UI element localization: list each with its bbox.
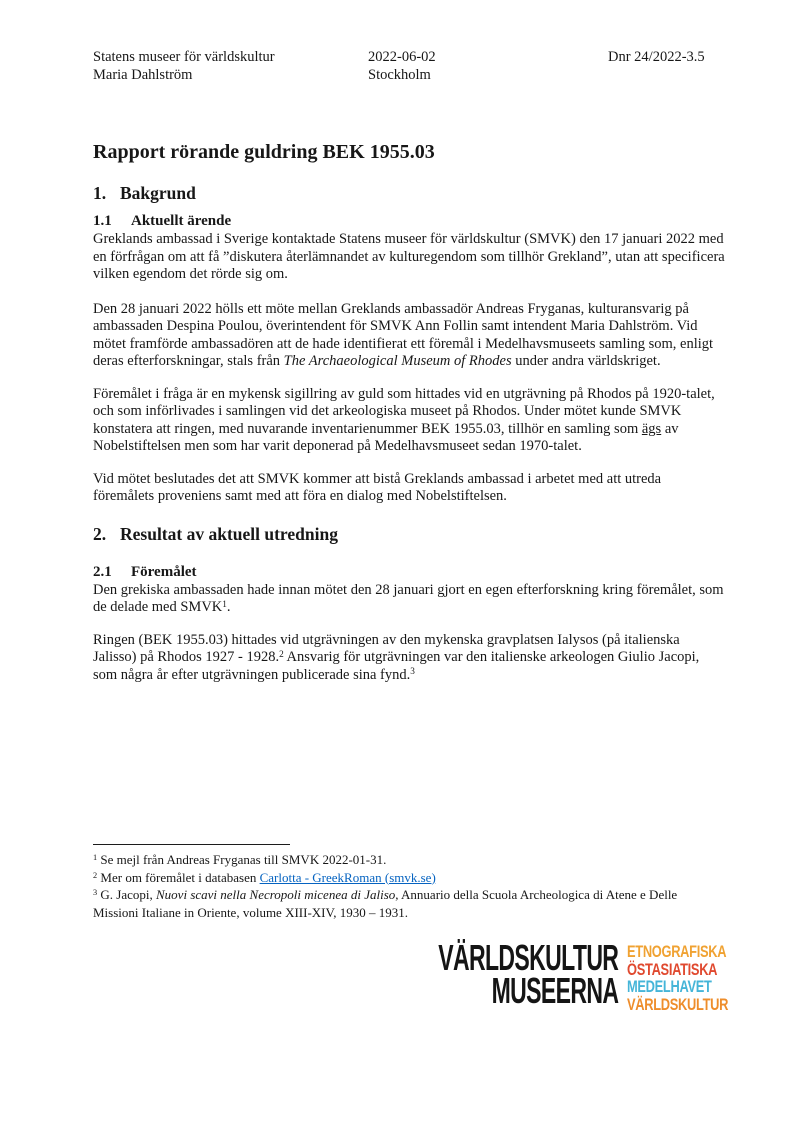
heading-number: 2. bbox=[93, 523, 107, 544]
text-run: Ringen (BEK 1955.03) hittades vid utgrävningen av den mykenska gravplatsen Ialysos (på italienska Jalisso) på Rhodos 1927 - 1928. bbox=[93, 631, 680, 665]
text-run: Föremålet i fråga är en mykensk sigillring av guld som hittades vid en utgrävning på Rhodos på 1920-talet, och som införlivades i samlingen vid det arkeologiska museet på Rhodos. Under mötet kunde SMVK konstatera att ringen, med nuvarande inventarienummer BEK 1955.03, tillhör en samling som bbox=[93, 385, 715, 437]
text-run: Den grekiska ambassaden hade innan mötet den 28 januari gjort en egen efterforskning kring föremålet, som de delade med SMVK bbox=[93, 581, 724, 615]
logo-museum-label: MEDELHAVET bbox=[627, 978, 712, 997]
section-1-1-heading bbox=[93, 212, 725, 230]
heading-label: Aktuellt ärende bbox=[131, 213, 232, 229]
text-run: Ansvarig för utgrävningen var den italienske arkeologen Giulio Jacopi, som några år efter utgrävningen publicerade sina fynd. bbox=[93, 649, 700, 683]
footnote-2 bbox=[93, 869, 725, 887]
text-run: under andra världskriget. bbox=[511, 353, 661, 369]
heading-label: Föremålet bbox=[131, 563, 197, 580]
text-run: av Nobelstiftelsen men som har varit deponerad på Medelhavsmuseet sedan 1970-talet. bbox=[93, 420, 679, 454]
paragraph-object-1 bbox=[93, 582, 725, 617]
text-run: Vid mötet beslutades det att SMVK kommer att bistå Greklands ambassad i arbetet med att utreda föremålets proveniens samt med att föra en dialog med Nobelstiftelsen. bbox=[93, 470, 662, 504]
paragraph-background-1 bbox=[93, 231, 725, 284]
varldskulturmuseerna-logo bbox=[437, 937, 729, 1016]
text-run: , Annuario della Scuola Archeologica di Atene e Delle Missioni Italiane in Oriente, volume XIII-XIV, 1930 – 1931. bbox=[93, 887, 678, 920]
footnote-3 bbox=[93, 886, 725, 921]
document-header bbox=[93, 49, 725, 84]
text-run: Se mejl från Andreas Fryganas till SMVK 2022-01-31. bbox=[97, 852, 387, 867]
footnote-1 bbox=[93, 851, 725, 869]
text-run: Mer om föremålet i databasen bbox=[97, 869, 260, 885]
logo-museum-label: ÖSTASIATISKA bbox=[627, 960, 718, 979]
heading-number: 1. bbox=[93, 183, 107, 203]
header-author: Maria Dahlström bbox=[93, 66, 193, 83]
text-run: . bbox=[226, 599, 231, 615]
text-run: G. Jacopi, bbox=[97, 887, 157, 902]
text-run: 3 bbox=[410, 667, 415, 678]
header-organization: Statens museer för världskultur bbox=[93, 49, 275, 65]
logo-wordmark bbox=[437, 937, 618, 1011]
paragraph-background-3 bbox=[93, 386, 725, 456]
heading-number: 2.1 bbox=[93, 563, 112, 580]
section-2-1-heading bbox=[93, 563, 725, 581]
text-run: 1 bbox=[93, 853, 98, 863]
paragraph-background-4 bbox=[93, 471, 725, 506]
logo-museum-label: ETNOGRAFISKA bbox=[627, 943, 727, 961]
header-date: 2022-06-02 bbox=[368, 49, 436, 65]
logo-wordmark-line-2: MUSEERNA bbox=[491, 970, 618, 1011]
text-run: Den 28 januari 2022 hölls ett möte mellan Greklands ambassadör Andreas Fryganas, kulturansvarig på ambassaden Despina Poulou, överintendent för SMVK Ann Follin samt intendent Maria Dahlström. Vid mötet framförde ambassadören att de hade identifierat ett föremål i Medelhavsmuseets samling som, enligt deras efterforskningar, stals från bbox=[93, 300, 714, 369]
paragraph-object-2 bbox=[93, 632, 725, 685]
footnote-separator bbox=[93, 844, 290, 845]
heading-label: Resultat av aktuell utredning bbox=[120, 523, 338, 544]
text-run: 2 bbox=[279, 649, 284, 660]
text-run: 2 bbox=[93, 870, 98, 880]
page-title: Rapport rörande guldring BEK 1955.03 bbox=[93, 141, 435, 163]
text-run: The Archaeological Museum of Rhodes bbox=[283, 353, 512, 369]
footnotes-area bbox=[93, 844, 725, 921]
paragraph-background-2 bbox=[93, 301, 725, 371]
heading-label: Bakgrund bbox=[120, 183, 196, 203]
section-1-heading bbox=[93, 182, 725, 204]
logo-museum-label: VÄRLDSKULTUR bbox=[627, 996, 729, 1015]
logo-museum-list bbox=[627, 943, 729, 1016]
header-dnr: Dnr 24/2022-3.5 bbox=[608, 49, 705, 65]
carlotta-database-link[interactable]: Carlotta - GreekRoman (smvk.se) bbox=[259, 869, 436, 885]
text-run: 1 bbox=[222, 599, 227, 610]
text-run: ägs bbox=[641, 420, 662, 437]
heading-number: 1.1 bbox=[93, 213, 112, 229]
header-place: Stockholm bbox=[368, 66, 431, 83]
logo-wordmark-line-1: VÄRLDSKULTUR bbox=[437, 937, 618, 978]
text-run: Greklands ambassad i Sverige kontaktade Statens museer för världskultur (SMVK) den 17 januari 2022 med en förfrågan om att få ”diskutera återlämnandet av kulturegendom som tillhör Grekland”, utan att specificera vilken egendom det rörde sig om. bbox=[93, 231, 725, 282]
section-2-heading bbox=[93, 523, 725, 545]
text-run: 3 bbox=[93, 888, 98, 898]
text-run: Nuovi scavi nella Necropoli micenea di Jaliso bbox=[156, 887, 396, 902]
